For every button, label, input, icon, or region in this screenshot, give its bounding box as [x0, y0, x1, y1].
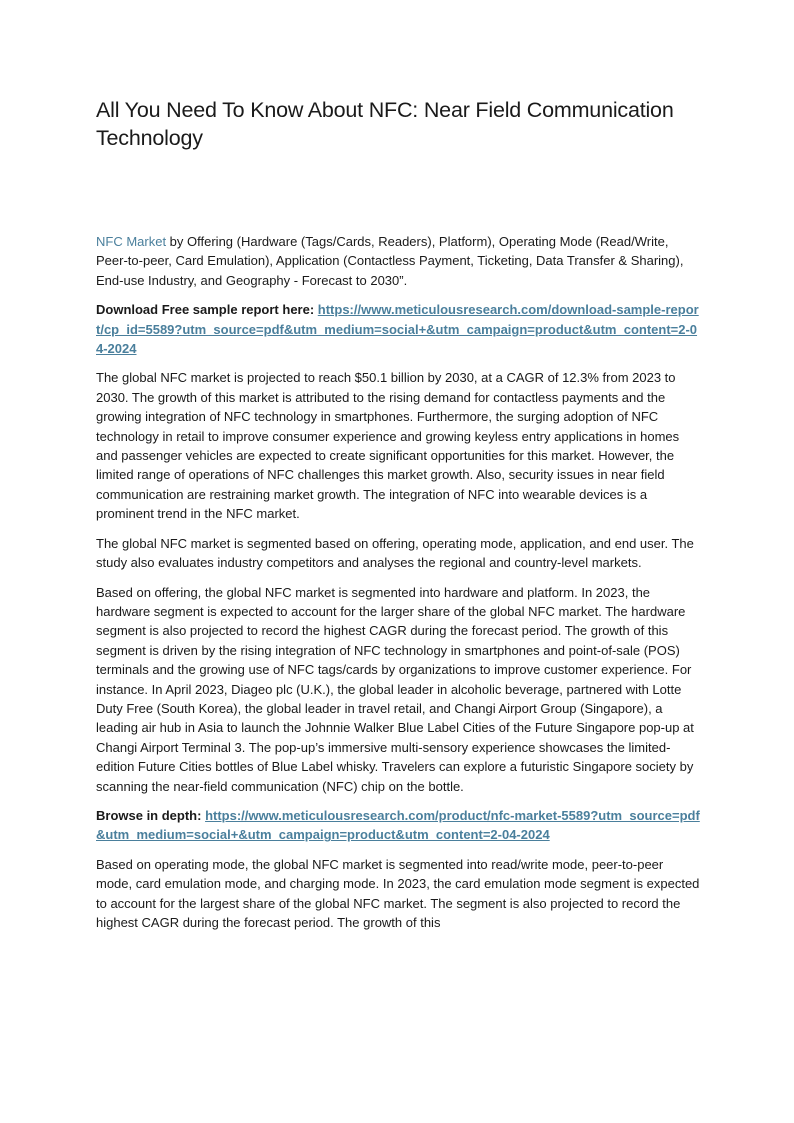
browse-paragraph	[96, 806, 700, 845]
document-body	[96, 232, 700, 942]
intro-text: by Offering (Hardware (Tags/Cards, Readers), Platform), Operating Mode (Read/Write, Peer-to-peer, Card Emulation), Application (Contactless Payment, Ticketing, Data Transfer & Sharing), End-use Industry, and Geography - Forecast to 2030”.	[96, 234, 684, 288]
operating-mode-paragraph: Based on operating mode, the global NFC market is segmented into read/write mode, peer-to-peer mode, card emulation mode, and charging mode. In 2023, the card emulation mode segment is expected to account for the largest share of the global NFC market. The segment is also projected to record the highest CAGR during the forecast period. The growth of this	[96, 856, 700, 930]
download-paragraph	[96, 300, 700, 358]
browse-label: Browse in depth:	[96, 807, 206, 823]
intro-paragraph	[96, 232, 700, 290]
market-overview-paragraph: The global NFC market is projected to reach $50.1 billion by 2030, at a CAGR of 12.3% from 2023 to 2030. The growth of this market is attributed to the rising demand for contactless payments and the growing integration of NFC technology in smartphones. Furthermore, the surging adoption of NFC technology in retail to improve consumer experience and growing keyless entry applications in homes and passenger vehicles are expected to create significant opportunities for this market. However, the limited range of operations of NFC challenges this market growth. Also, security issues in near field communication are restraining market growth. The integration of NFC into wearable devices is a prominent trend in the NFC market.	[96, 370, 680, 522]
segmentation-paragraph: The global NFC market is segmented based on offering, operating mode, application, and end user. The study also evaluates industry competitors and analyses the regional and country-level markets.	[96, 535, 694, 571]
browse-in-depth-link[interactable]: https://www.meticulousresearch.com/product/nfc-market-5589?utm_source=pdf&utm_medium=social+&utm_campaign=product&utm_content=2-04-2024	[96, 807, 700, 843]
document-title: All You Need To Know About NFC: Near Field Communication Technology	[96, 98, 674, 150]
download-sample-link[interactable]: https://www.meticulousresearch.com/download-sample-report/cp_id=5589?utm_source=pdf&utm_medium=social+&utm_campaign=product&utm_content=2-04-2024	[96, 302, 699, 357]
document-header	[96, 96, 700, 152]
offering-paragraph: Based on offering, the global NFC market is segmented into hardware and platform. In 2023, the hardware segment is expected to account for the larger share of the global NFC market. The hardware segment is also projected to record the highest CAGR during the forecast period. The growth of this segment is driven by the rising integration of NFC technology in smartphones and point-of-sale (POS) terminals and the growing use of NFC tags/cards by organizations to improve customer experience. For instance. In April 2023, Diageo plc (U.K.), the global leader in alcoholic beverage, partnered with Lotte Duty Free (South Korea), the global leader in travel retail, and Changi Airport Group (Singapore), a leading air hub in Asia to launch the Johnnie Walker Blue Label Cities of the Future Singapore pop-up at Changi Airport Terminal 3. The pop-up’s immersive multi-sensory experience showcases the limited-edition Future Cities bottles of Blue Label whisky. Travelers can explore a futuristic Singapore society by scanning the near-field communication (NFC) chip on the bottle.	[96, 584, 694, 794]
nfc-market-link[interactable]: NFC Market	[96, 234, 167, 249]
download-label: Download Free sample report here:	[96, 302, 318, 318]
